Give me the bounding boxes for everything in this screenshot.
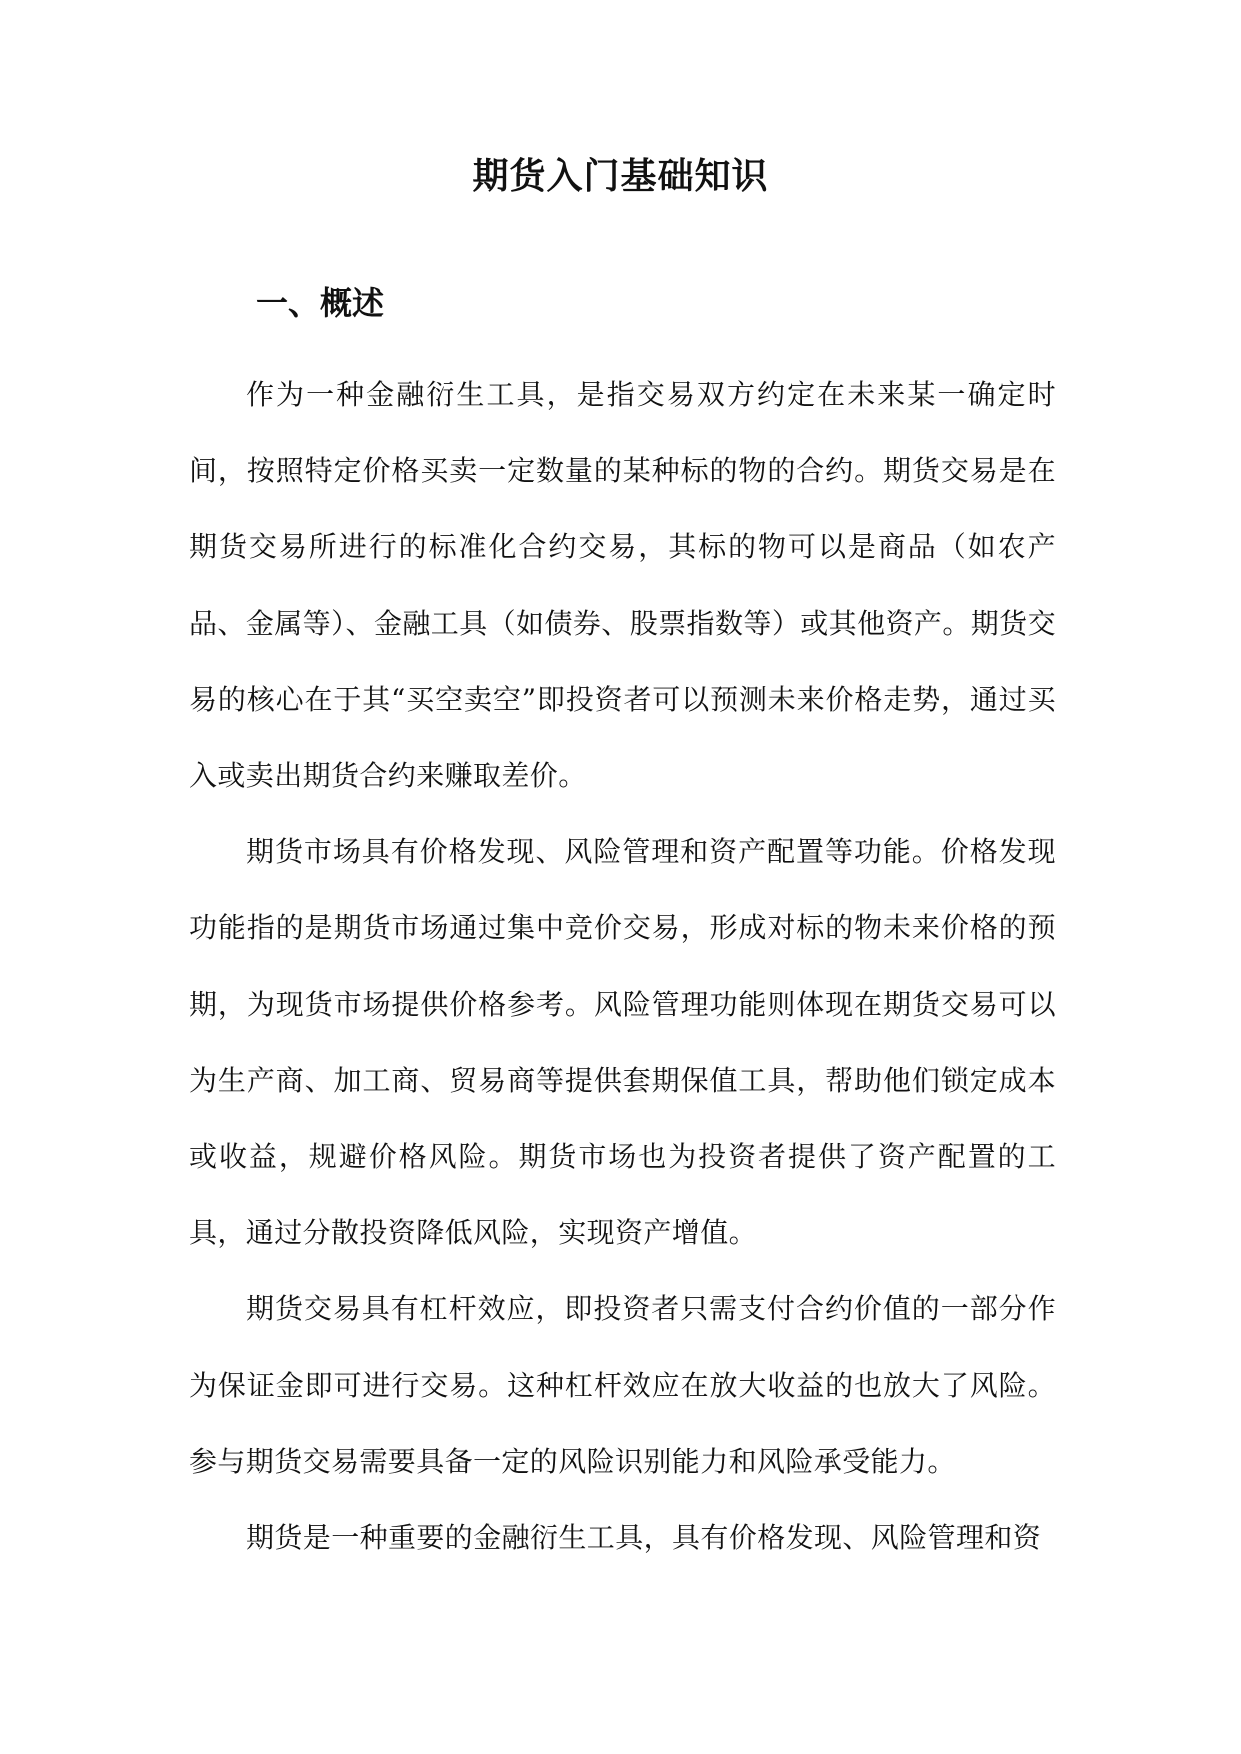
section-heading-overview: 一、概述: [256, 284, 385, 322]
document-title: 期货入门基础知识: [472, 155, 769, 197]
paragraph-summary: 期货是一种重要的金融衍生工具，具有价格发现、风险管理和资: [246, 1521, 1042, 1555]
paragraph-leverage: 期货交易具有杠杆效应，即投资者只需支付合约价值的一部分作为保证金即可进行交易。这种杠杆效应在放大收益的也放大了风险。参与期货交易需要具备一定的风险识别能力和风险承受能力。: [189, 1292, 1056, 1478]
paragraph-functions: 期货市场具有价格发现、风险管理和资产配置等功能。价格发现功能指的是期货市场通过集中竞价交易，形成对标的物未来价格的预期，为现货市场提供价格参考。风险管理功能则体现在期货交易可以为生产商、加工商、贸易商等提供套期保值工具，帮助他们锁定成本或收益，规避价格风险。期货市场也为投资者提供了资产配置的工具，通过分散投资降低风险，实现资产增值。: [189, 835, 1056, 1250]
body-text: [189, 357, 1056, 1576]
paragraph-definition: 作为一种金融衍生工具，是指交易双方约定在未来某一确定时间，按照特定价格买卖一定数量的某种标的物的合约。期货交易是在期货交易所进行的标准化合约交易，其标的物可以是商品（如农产品、金属等）、金融工具（如债券、股票指数等）或其他资产。期货交易的核心在于其“买空卖空”即投资者可以预测未来价格走势，通过买入或卖出期货合约来赚取差价。: [189, 378, 1056, 793]
